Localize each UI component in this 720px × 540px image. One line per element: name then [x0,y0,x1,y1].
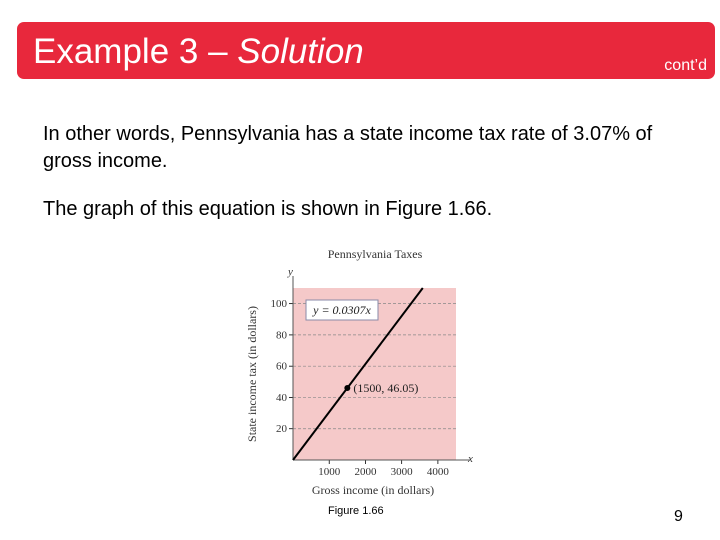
y-axis-variable: y [288,266,293,278]
y-tick-labels [271,298,288,435]
x-axis-variable: x [468,453,473,465]
title-bar [17,22,715,79]
y-tick-label: 80 [276,329,287,342]
body-paragraph-1: In other words, Pennsylvania has a state income tax rate of 3.07% of gross income. [43,123,653,172]
body-paragraph-2: The graph of this equation is shown in Figure 1.66. [43,198,493,220]
y-tick-label: 40 [276,391,287,404]
x-tick-label: 2000 [354,466,377,478]
continued-label: cont’d [664,57,707,74]
y-tick-label: 100 [270,298,287,311]
pennsylvania-taxes-chart [238,240,478,502]
slide-title [33,32,364,72]
x-tick-label: 1000 [318,466,341,478]
page-number: 9 [674,508,683,525]
x-tick-label: 3000 [390,466,413,478]
x-tick-labels [318,466,449,478]
figure-caption: Figure 1.66 [328,505,384,517]
slide-title-main: Example 3 – [33,32,238,71]
point-annotation-label: (1500, 46.05) [353,380,419,395]
y-axis-label: State income tax (in dollars) [245,306,259,442]
y-tick-label: 20 [276,423,287,436]
equation-label: y = 0.0307x [313,303,371,317]
slide-title-italic: Solution [237,32,364,71]
x-tick-label: 4000 [426,466,449,478]
y-tick-label: 60 [276,360,287,373]
chart-title: Pennsylvania Taxes [327,247,423,261]
data-point-annotation-marker [344,385,350,391]
x-axis-label: Gross income (in dollars) [311,483,435,497]
